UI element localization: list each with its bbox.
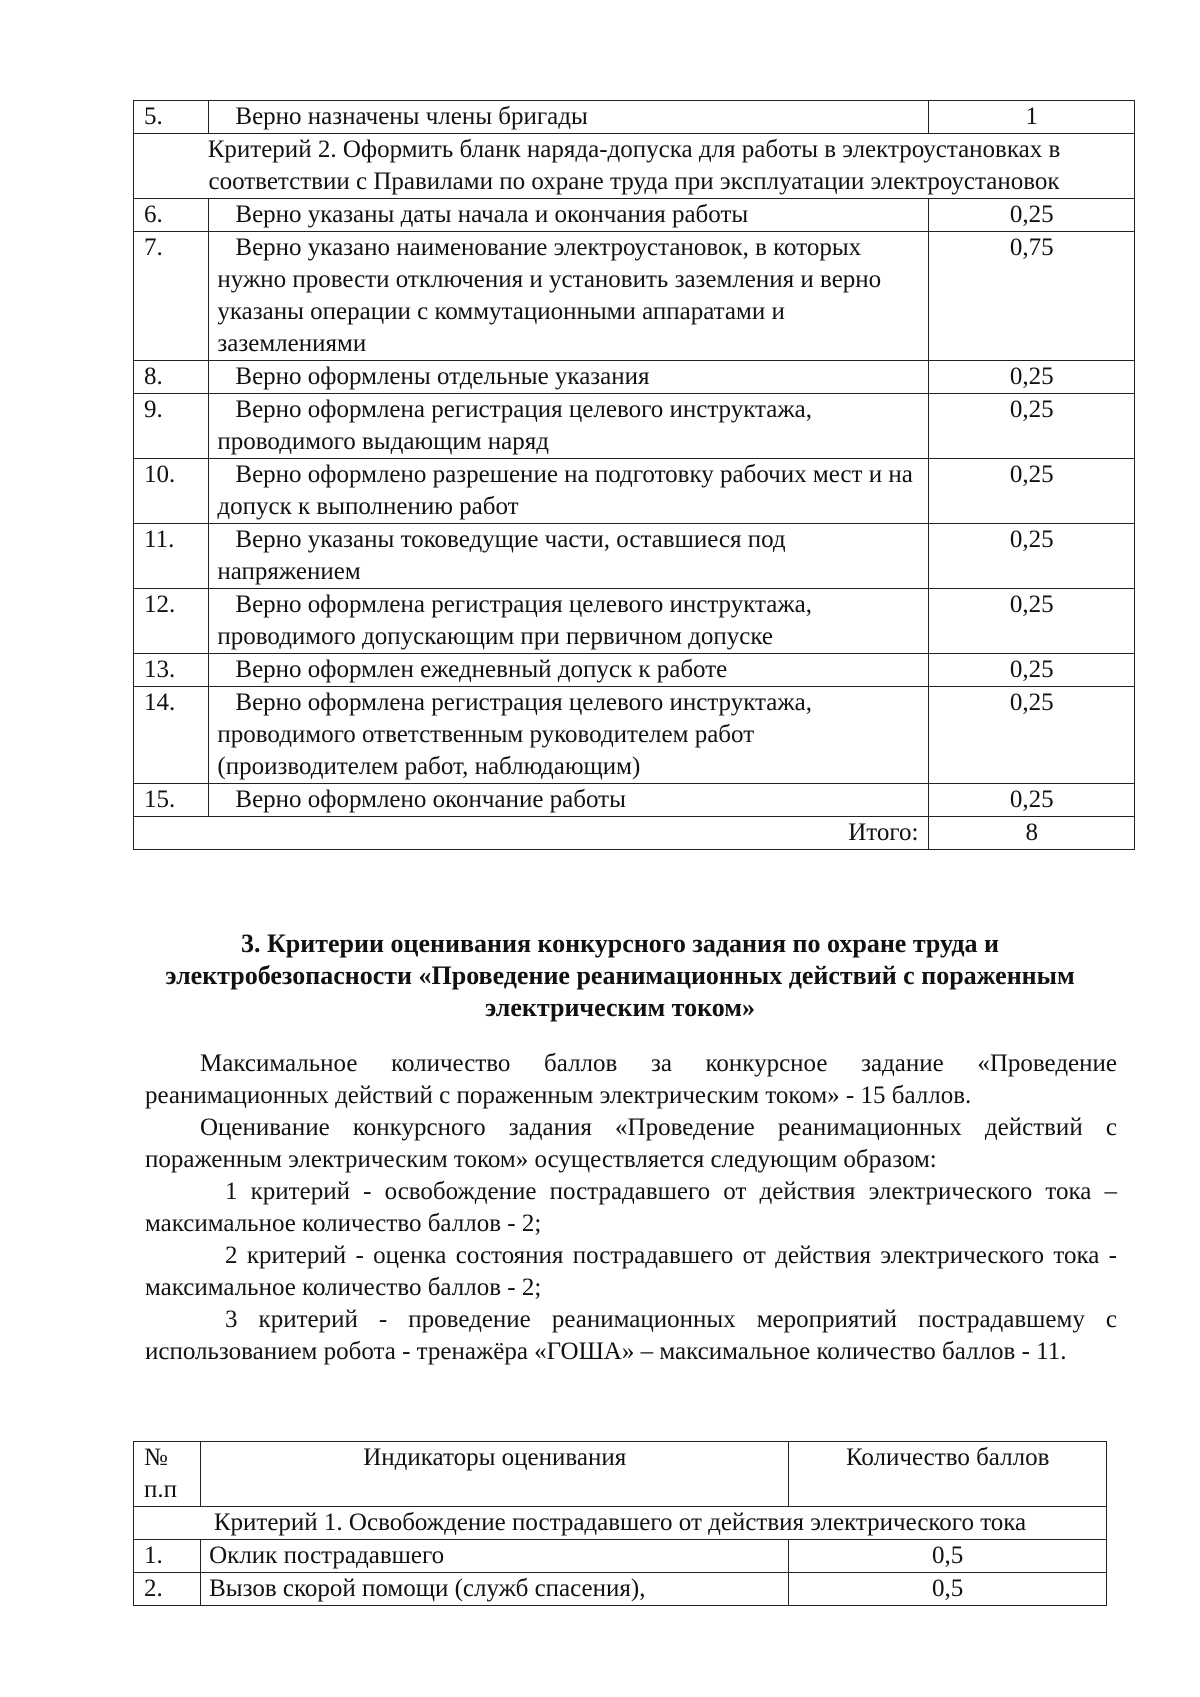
table-row (134, 589, 1135, 654)
row-text: Верно оформлена регистрация целевого инструктажа, проводимого ответственным руководителем работ (производителем работ, наблюдающим) (209, 687, 929, 784)
table-row (134, 361, 1135, 394)
table-row (134, 459, 1135, 524)
table-row (134, 1573, 1107, 1606)
total-row (134, 817, 1135, 850)
row-text: Верно оформлен ежедневный допуск к работе (209, 654, 929, 687)
paragraph-max-points: Максимальное количество баллов за конкурсное задание «Проведение реанимационных действий с пораженным электрическим током» - 15 баллов. (145, 1050, 1117, 1109)
row-number: 11. (134, 524, 209, 589)
row-number: 10. (134, 459, 209, 524)
row-number: 6. (134, 199, 209, 232)
table-header-row (134, 1442, 1107, 1507)
row-points: 0,25 (929, 459, 1135, 524)
section-3-heading: 3. Критерии оценивания конкурсного задания по охране труда и электробезопасности «Проведение реанимационных действий с пораженным электрическим током» (165, 929, 1075, 1022)
criterion-row (134, 134, 1135, 199)
row-number: 13. (134, 654, 209, 687)
row-number: 7. (134, 232, 209, 361)
row-text: Верно оформлены отдельные указания (209, 361, 929, 394)
row-points: 0,25 (929, 687, 1135, 784)
row-number: 2. (134, 1573, 201, 1606)
paragraph-criterion-1: 1 критерий - освобождение пострадавшего от действия электрического тока – максимальное количество баллов - 2; (145, 1178, 1117, 1237)
table-row (134, 784, 1135, 817)
row-points: 0,5 (789, 1540, 1107, 1573)
row-text: Верно указаны даты начала и окончания работы (209, 199, 929, 232)
row-points: 0,5 (789, 1573, 1107, 1606)
row-text: Верно указано наименование электроустановок, в которых нужно провести отключения и установить заземления и верно указаны операции с коммутационными аппаратами и заземлениями (209, 232, 929, 361)
row-points: 0,25 (929, 361, 1135, 394)
row-number: 5. (134, 101, 209, 134)
criterion-1-title: Критерий 1. Освобождение пострадавшего от действия электрического тока (134, 1507, 1107, 1540)
total-label: Итого: (134, 817, 929, 850)
header-points: Количество баллов (789, 1442, 1107, 1507)
total-value: 8 (929, 817, 1135, 850)
row-number: 12. (134, 589, 209, 654)
table-row (134, 524, 1135, 589)
row-text: Вызов скорой помощи (служб спасения), (201, 1573, 789, 1606)
row-text: Оклик пострадавшего (201, 1540, 789, 1573)
criteria-table-2 (133, 100, 1135, 850)
row-points: 0,75 (929, 232, 1135, 361)
header-number: № п.п (134, 1442, 201, 1507)
row-text: Верно оформлено разрешение на подготовку рабочих мест и на допуск к выполнению работ (209, 459, 929, 524)
row-number: 8. (134, 361, 209, 394)
row-points: 0,25 (929, 524, 1135, 589)
paragraph-criterion-2: 2 критерий - оценка состояния пострадавшего от действия электрического тока - максимальное количество баллов - 2; (145, 1242, 1117, 1301)
criterion-2-title: Критерий 2. Оформить бланк наряда-допуска для работы в электроустановках в соответствии с Правилами по охране труда при эксплуатации электроустановок (134, 134, 1135, 199)
row-points: 0,25 (929, 589, 1135, 654)
table-row (134, 687, 1135, 784)
table-row (134, 101, 1135, 134)
table-row (134, 1540, 1107, 1573)
row-points: 0,25 (929, 394, 1135, 459)
paragraph-criterion-3: 3 критерий - проведение реанимационных мероприятий пострадавшему с использованием робота - тренажёра «ГОША» – максимальное количество баллов - 11. (145, 1306, 1117, 1365)
row-number: 9. (134, 394, 209, 459)
header-indicators: Индикаторы оценивания (201, 1442, 789, 1507)
row-text: Верно оформлена регистрация целевого инструктажа, проводимого допускающим при первичном допуске (209, 589, 929, 654)
criterion-row (134, 1507, 1107, 1540)
paragraph-evaluation: Оценивание конкурсного задания «Проведение реанимационных действий с пораженным электрическим током» осуществляется следующим образом: (145, 1114, 1117, 1173)
row-number: 1. (134, 1540, 201, 1573)
table-row (134, 232, 1135, 361)
criteria-table-3 (133, 1441, 1107, 1606)
row-points: 1 (929, 101, 1135, 134)
row-points: 0,25 (929, 654, 1135, 687)
table-row (134, 199, 1135, 232)
row-text: Верно указаны токоведущие части, оставшиеся под напряжением (209, 524, 929, 589)
row-points: 0,25 (929, 199, 1135, 232)
row-text: Верно оформлена регистрация целевого инструктажа, проводимого выдающим наряд (209, 394, 929, 459)
row-text: Верно назначены члены бригады (209, 101, 929, 134)
table-row (134, 394, 1135, 459)
row-number: 15. (134, 784, 209, 817)
row-number: 14. (134, 687, 209, 784)
row-points: 0,25 (929, 784, 1135, 817)
table-row (134, 654, 1135, 687)
row-text: Верно оформлено окончание работы (209, 784, 929, 817)
